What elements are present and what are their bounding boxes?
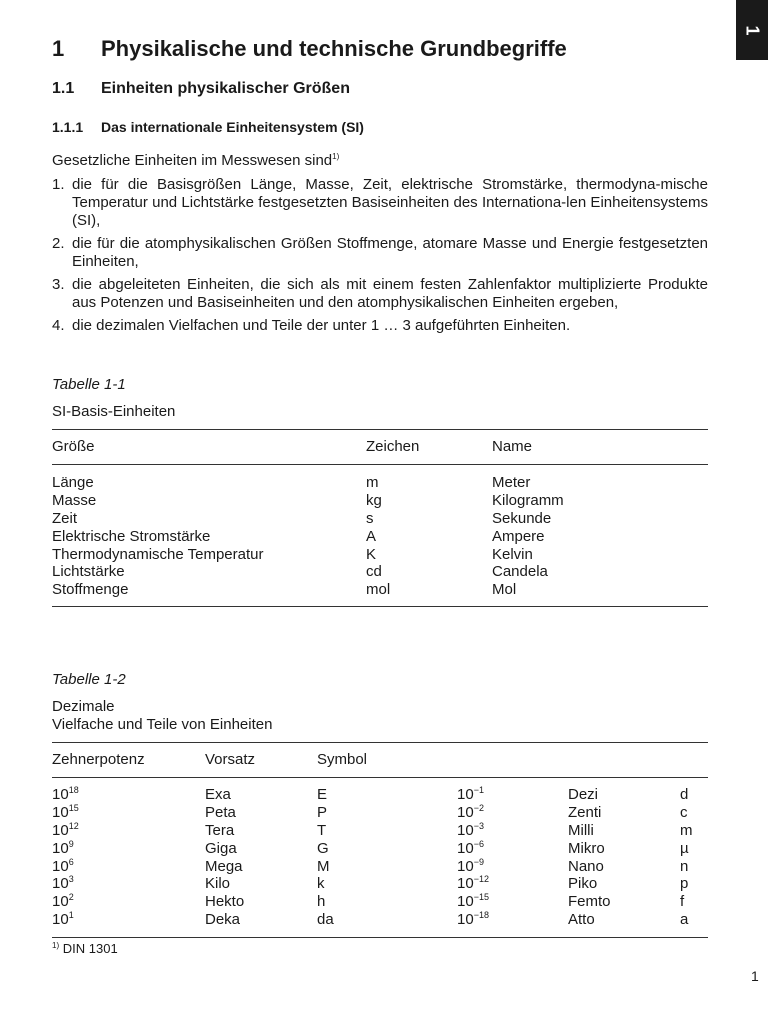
table-row (52, 563, 708, 581)
power-base: 10 (457, 803, 474, 821)
section-heading (52, 80, 350, 98)
symbol-cell-negative: µ (680, 839, 689, 857)
prefix-cell: Mega (205, 857, 243, 875)
table2-top-rule (52, 742, 708, 743)
power-base: 10 (52, 839, 69, 857)
power-base: 10 (52, 857, 69, 875)
power-cell-negative (457, 893, 489, 911)
symbol-cell: T (317, 821, 327, 839)
table1-cell-name: Kilogramm (492, 491, 564, 509)
power-base: 10 (457, 875, 474, 893)
table-row (52, 840, 708, 858)
power-base: 10 (457, 786, 474, 803)
prefix-cell: Deka (205, 911, 241, 929)
list-item-number: 3. (52, 276, 65, 293)
power-exponent: −6 (473, 838, 484, 849)
table-row (52, 786, 708, 804)
chapter-tab-number: 1 (742, 24, 763, 36)
power-exponent: 3 (68, 874, 74, 885)
subsection-heading-number: 1.1.1 (52, 119, 84, 135)
power-base: 10 (457, 893, 474, 911)
prefix-cell: Giga (205, 839, 237, 857)
chapter-heading-number: 1 (52, 36, 65, 61)
prefix-cell: Peta (205, 803, 236, 821)
table-row (52, 858, 708, 876)
prefix-cell-negative: Femto (568, 893, 611, 911)
power-base: 10 (52, 875, 69, 893)
section-heading-number: 1.1 (52, 80, 75, 97)
unit-rules-list (52, 176, 708, 340)
power-cell (52, 822, 79, 840)
prefix-cell: Tera (205, 821, 235, 839)
table1-cell-symbol: kg (366, 491, 382, 509)
table1-cell-symbol: m (366, 474, 379, 491)
list-item-number: 4. (52, 317, 65, 334)
power-cell-negative (457, 858, 484, 876)
symbol-cell: G (317, 839, 329, 857)
list-item (52, 276, 708, 312)
table1-header-name: Name (492, 438, 533, 455)
prefix-cell: Exa (205, 786, 231, 803)
table1-cell-size: Masse (52, 491, 97, 509)
table1-cell-name: Mol (492, 581, 517, 599)
table1-cell-name: Kelvin (492, 545, 533, 563)
power-exponent: −12 (473, 874, 489, 885)
power-base: 10 (457, 821, 474, 839)
power-cell-negative (457, 822, 484, 840)
table1-cell-size: Thermodynamische Temperatur (52, 545, 264, 563)
power-cell (52, 875, 74, 893)
symbol-cell-negative: c (680, 803, 688, 821)
power-exponent: −3 (473, 820, 484, 831)
prefix-cell-negative: Zenti (568, 803, 602, 821)
table1-cell-symbol: cd (366, 563, 382, 581)
table1-caption: Tabelle 1-1 (52, 376, 126, 393)
power-base: 10 (52, 911, 69, 929)
table1-header-row (52, 438, 708, 456)
table1-cell-name: Meter (492, 474, 531, 491)
symbol-cell: M (317, 857, 330, 875)
section-heading-text: Einheiten physikalischer Größen (101, 80, 350, 97)
power-exponent: 15 (68, 802, 79, 813)
symbol-cell-negative: p (680, 875, 689, 893)
power-exponent: −9 (473, 856, 484, 867)
symbol-cell-negative: f (680, 893, 685, 911)
prefix-cell-negative: Dezi (568, 786, 599, 803)
table-row (52, 546, 708, 564)
subsection-heading (52, 119, 364, 135)
power-cell (52, 911, 74, 929)
page-number: 1 (751, 968, 759, 984)
power-cell (52, 786, 79, 804)
power-exponent: 18 (68, 785, 79, 795)
chapter-tab-marker (736, 0, 768, 60)
list-item-text: die dezimalen Vielfachen und Teile der unter 1 … 3 aufgeführten Einheiten. (72, 317, 571, 334)
table2-header-row (52, 751, 708, 769)
prefix-cell: Kilo (205, 875, 231, 893)
table1-top-rule (52, 429, 708, 430)
list-item (52, 176, 708, 230)
symbol-cell-negative: a (680, 911, 689, 929)
table1-header-symbol: Zeichen (366, 438, 420, 455)
footnote (52, 941, 118, 956)
table1-cell-symbol: K (366, 545, 377, 563)
table2-caption: Tabelle 1-2 (52, 671, 126, 688)
table1-cell-size: Stoffmenge (52, 581, 129, 599)
power-exponent: 6 (68, 856, 74, 867)
table-row (52, 492, 708, 510)
table-row (52, 822, 708, 840)
table1-title: SI-Basis-Einheiten (52, 403, 176, 420)
table2-header-prefix: Vorsatz (205, 751, 256, 768)
power-base: 10 (52, 803, 69, 821)
power-base: 10 (457, 839, 474, 857)
intro-paragraph (52, 152, 339, 170)
table-row (52, 875, 708, 893)
table1-cell-symbol: mol (366, 581, 391, 599)
footnote-mark: 1) (52, 941, 60, 950)
table-row (52, 581, 708, 599)
power-exponent: 2 (68, 892, 74, 903)
power-cell (52, 858, 74, 876)
intro-footnote-ref: 1) (332, 152, 340, 161)
list-item (52, 235, 708, 271)
prefix-cell-negative: Atto (568, 911, 595, 929)
prefix-cell: Hekto (205, 893, 245, 911)
table1-cell-symbol: s (366, 509, 374, 527)
power-base: 10 (457, 857, 474, 875)
table-row (52, 474, 708, 492)
table1-cell-name: Sekunde (492, 509, 552, 527)
table1-cell-name: Ampere (492, 527, 545, 545)
intro-text: Gesetzliche Einheiten im Messwesen sind (52, 152, 333, 169)
power-exponent: 1 (68, 910, 74, 921)
table1-body (52, 474, 708, 599)
symbol-cell-negative: n (680, 857, 689, 875)
power-base: 10 (52, 821, 69, 839)
power-cell-negative (457, 911, 489, 929)
power-exponent: −18 (473, 910, 489, 921)
list-item (52, 317, 708, 335)
symbol-cell: E (317, 786, 328, 803)
power-exponent: 9 (68, 838, 74, 849)
power-base: 10 (52, 893, 69, 911)
power-base: 10 (52, 786, 69, 803)
subsection-heading-text: Das internationale Einheitensystem (SI) (101, 119, 364, 135)
power-exponent: −1 (473, 785, 484, 795)
power-cell (52, 804, 79, 822)
table2-title (52, 698, 272, 734)
power-cell-negative (457, 875, 489, 893)
table2-title-line2: Vielfache und Teile von Einheiten (52, 716, 273, 733)
table1-cell-size: Elektrische Stromstärke (52, 527, 211, 545)
symbol-cell: da (317, 911, 334, 929)
prefix-cell-negative: Nano (568, 857, 604, 875)
chapter-heading (52, 36, 567, 62)
table1-cell-size: Länge (52, 474, 94, 491)
prefix-cell-negative: Milli (568, 821, 594, 839)
symbol-cell: h (317, 893, 326, 911)
symbol-cell-negative: m (680, 821, 693, 839)
list-item-text: die abgeleiteten Einheiten, die sich als mit einem festen Zahlenfaktor multiplizierte Produkte aus Potenzen und Basiseinheiten und den atomphysikalischen Einheiten ergeben, (72, 276, 708, 311)
table1-cell-name: Candela (492, 563, 548, 581)
power-base: 10 (457, 911, 474, 929)
table2-header-symbol: Symbol (317, 751, 368, 768)
table1-header-rule (52, 464, 708, 465)
table2-bottom-rule (52, 937, 708, 938)
table2-header-power: Zehnerpotenz (52, 751, 145, 768)
power-cell (52, 893, 74, 911)
table-row (52, 528, 708, 546)
chapter-heading-text: Physikalische und technische Grundbegriffe (101, 36, 567, 61)
table2-header-rule (52, 777, 708, 778)
table-row (52, 893, 708, 911)
table2-title-line1: Dezimale (52, 698, 115, 715)
list-item-text: die für die atomphysikalischen Größen Stoffmenge, atomare Masse und Energie festgesetzten Einheiten, (72, 235, 708, 270)
symbol-cell: P (317, 803, 328, 821)
table2-body (52, 786, 708, 929)
table1-header-size: Größe (52, 438, 95, 455)
power-cell-negative (457, 786, 484, 804)
table1-cell-size: Lichtstärke (52, 563, 125, 581)
table-row (52, 804, 708, 822)
table-row (52, 510, 708, 528)
power-exponent: 12 (68, 820, 79, 831)
list-item-number: 1. (52, 176, 65, 193)
power-cell-negative (457, 840, 484, 858)
prefix-cell-negative: Piko (568, 875, 598, 893)
footnote-text: DIN 1301 (62, 941, 118, 956)
symbol-cell-negative: d (680, 786, 689, 803)
table1-cell-symbol: A (366, 527, 377, 545)
power-exponent: −15 (473, 892, 489, 903)
prefix-cell-negative: Mikro (568, 839, 605, 857)
power-cell (52, 840, 74, 858)
power-exponent: −2 (473, 802, 484, 813)
symbol-cell: k (317, 875, 325, 893)
power-cell-negative (457, 804, 484, 822)
list-item-text: die für die Basisgrößen Länge, Masse, Zeit, elektrische Stromstärke, thermodyna-mische Temperatur und Lichtstärke festgesetzten Basiseinheiten des Internationa-len Einheitensystems (SI), (72, 176, 708, 229)
table1-bottom-rule (52, 606, 708, 607)
table-row (52, 911, 708, 929)
table1-cell-size: Zeit (52, 509, 78, 527)
list-item-number: 2. (52, 235, 65, 252)
